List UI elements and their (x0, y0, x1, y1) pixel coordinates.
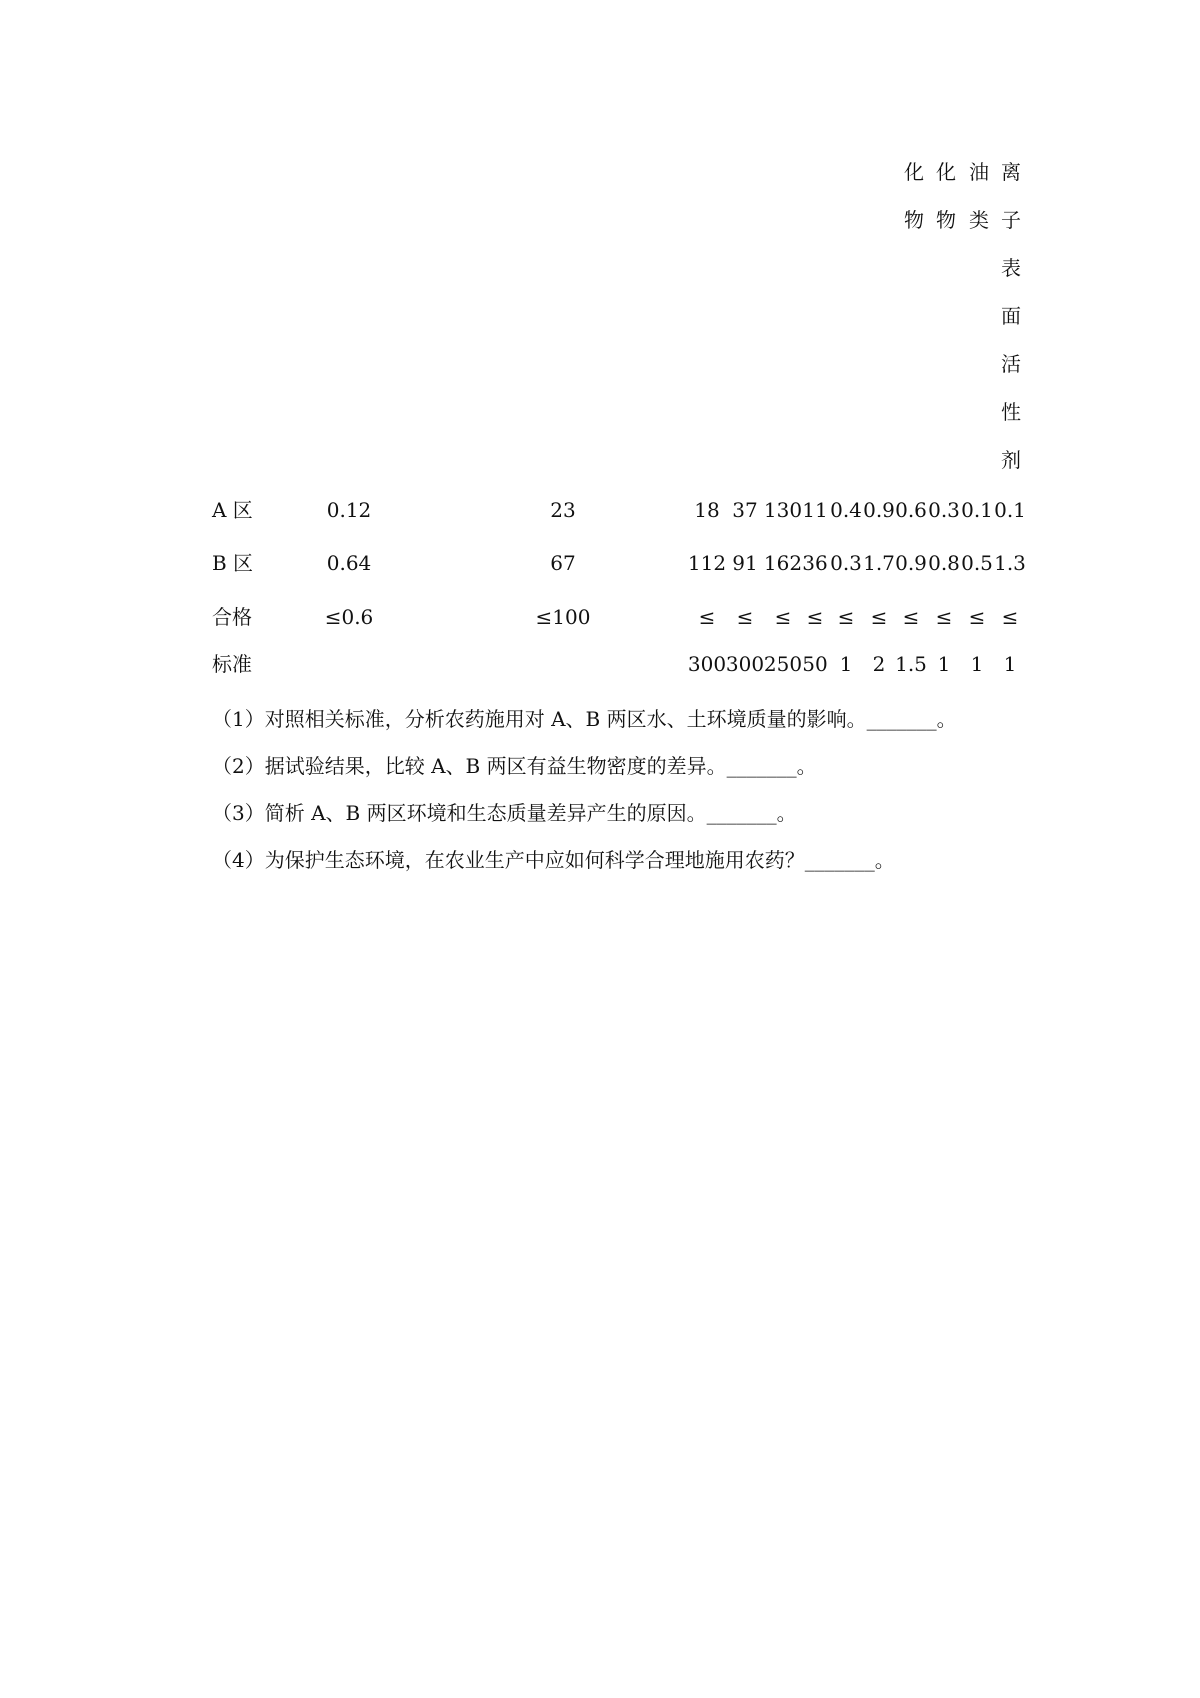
table-cell: 0.6 (895, 498, 927, 522)
table-cell: 0.3 (928, 498, 960, 522)
row-label: 合格 (212, 605, 252, 629)
header-char: 剂 (1001, 448, 1021, 472)
row-label: A 区 (212, 498, 253, 522)
table-cell: 1.3 (994, 551, 1026, 575)
table-cell: 0.9 (863, 498, 895, 522)
header-char: 面 (1001, 304, 1021, 328)
table-cell: 91 (732, 551, 758, 575)
header-column-2 (932, 148, 960, 244)
header-column-1 (900, 148, 928, 244)
table-cell: 300 (725, 652, 765, 676)
leq-symbol: ≤ (698, 605, 716, 629)
leq-symbol: ≤ (935, 605, 953, 629)
header-char: 类 (969, 208, 989, 232)
table-cell: 0.1 (961, 498, 993, 522)
table-cell: 250 (763, 652, 803, 676)
question-3: （3）简析 A、B 两区环境和生态质量差异产生的原因。_______。 (212, 801, 797, 825)
table-cell: 1 (1003, 652, 1017, 676)
table-cell: 162 (763, 551, 803, 575)
table-cell: 1.5 (895, 652, 927, 676)
table-cell: ≤100 (535, 605, 591, 629)
header-column-4 (997, 148, 1025, 484)
table-cell: ≤0.6 (324, 605, 374, 629)
header-char: 离 (1001, 160, 1021, 184)
header-column-3 (965, 148, 993, 244)
table-cell: 130 (763, 498, 803, 522)
table-cell: 1 (937, 652, 951, 676)
leq-symbol: ≤ (902, 605, 920, 629)
table-cell: 112 (687, 551, 727, 575)
table-cell: 0.3 (830, 551, 862, 575)
header-char: 物 (936, 208, 956, 232)
table-cell: 23 (550, 498, 576, 522)
question-2: （2）据试验结果，比较 A、B 两区有益生物密度的差异。_______。 (212, 754, 817, 778)
table-cell: 0.4 (830, 498, 862, 522)
table-cell: 50 (802, 652, 828, 676)
leq-symbol: ≤ (806, 605, 824, 629)
table-cell: 0.64 (326, 551, 372, 575)
table-cell: 67 (550, 551, 576, 575)
leq-symbol: ≤ (968, 605, 986, 629)
table-cell: 0.5 (961, 551, 993, 575)
header-char: 活 (1001, 352, 1021, 376)
leq-symbol: ≤ (837, 605, 855, 629)
table-cell: 2 (872, 652, 886, 676)
table-cell: 0.1 (994, 498, 1026, 522)
header-char: 子 (1001, 208, 1021, 232)
question-1: （1）对照相关标准，分析农药施用对 A、B 两区水、土环境质量的影响。_______。 (212, 707, 957, 731)
header-char: 油 (969, 160, 989, 184)
header-char: 表 (1001, 256, 1021, 280)
question-4: （4）为保护生态环境，在农业生产中应如何科学合理地施用农药？_______。 (212, 848, 895, 872)
leq-symbol: ≤ (1001, 605, 1019, 629)
leq-symbol: ≤ (736, 605, 754, 629)
table-cell: 0.12 (326, 498, 372, 522)
row-label: B 区 (212, 551, 254, 575)
table-cell: 1.7 (863, 551, 895, 575)
table-cell: 37 (732, 498, 758, 522)
table-cell: 0.8 (928, 551, 960, 575)
header-char: 化 (936, 160, 956, 184)
row-label: 标准 (212, 652, 252, 676)
table-cell: 0.9 (895, 551, 927, 575)
table-cell: 36 (802, 551, 828, 575)
leq-symbol: ≤ (870, 605, 888, 629)
header-char: 物 (904, 208, 924, 232)
table-cell: 1 (839, 652, 853, 676)
table-cell: 300 (687, 652, 727, 676)
table-cell: 18 (694, 498, 720, 522)
table-cell: 11 (802, 498, 828, 522)
table-cell: 1 (970, 652, 984, 676)
header-char: 性 (1001, 400, 1021, 424)
leq-symbol: ≤ (774, 605, 792, 629)
header-char: 化 (904, 160, 924, 184)
